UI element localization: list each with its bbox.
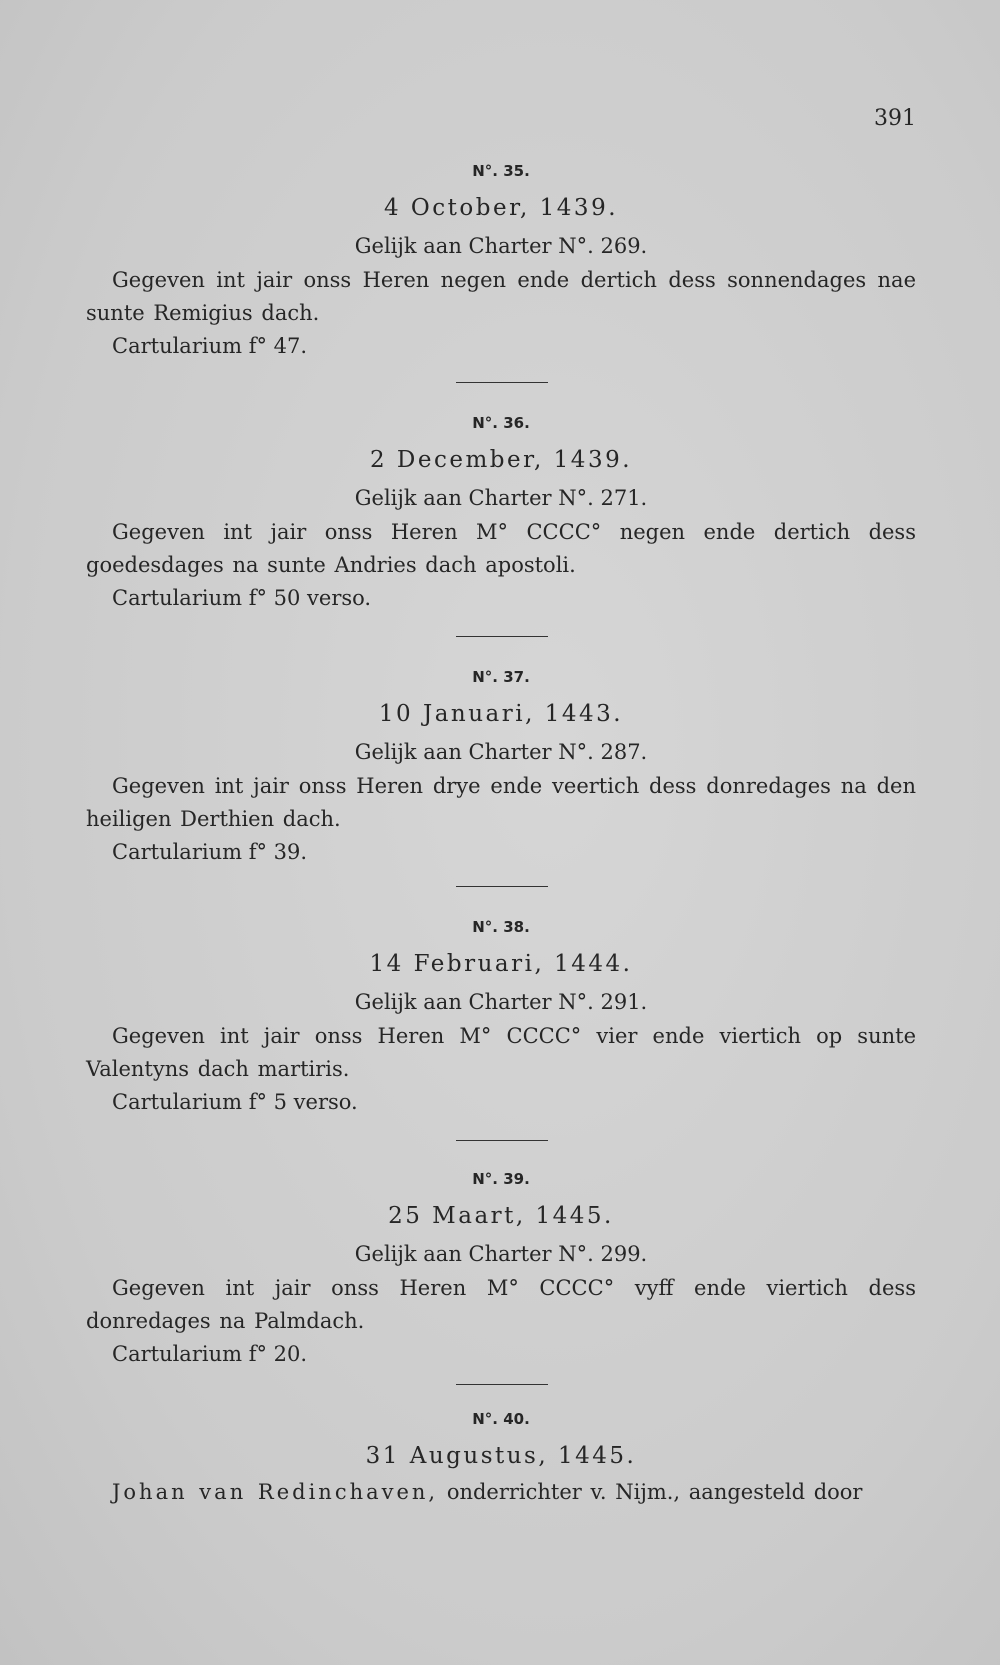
entry-date: 31 Augustus, 1445. [365,1443,637,1469]
entry-date: 4 October, 1439. [383,195,619,221]
cartularium-reference: Cartularium f° 5 verso. [112,1090,358,1114]
divider [456,1140,548,1141]
entry-35 [86,154,916,363]
entry-text: Gegeven int jair onss Heren negen ende dertich dess sonnendages nae sunte Remigius dach. [86,268,916,325]
divider [456,382,548,383]
charter-reference: Gelijk aan Charter N°. 287. [354,740,648,764]
entry-number: N°. 37. [472,668,530,686]
charter-reference: Gelijk aan Charter N°. 271. [354,486,648,510]
person-name: Johan van Redinchaven, [112,1480,439,1504]
entry-36 [86,406,916,615]
divider [456,636,548,637]
cartularium-reference: Cartularium f° 20. [112,1342,308,1366]
entry-date: 14 Februari, 1444. [369,951,633,977]
entry-38 [86,910,916,1119]
entry-date: 25 Maart, 1445. [388,1203,614,1229]
entry-text: Gegeven int jair onss Heren drye ende veertich dess donredages na den heiligen Derthien dach. [86,774,916,831]
entry-number: N°. 35. [472,162,530,180]
entry-text: Gegeven int jair onss Heren M° CCCC° negen ende dertich dess goedesdages na sunte Andries dach apostoli. [86,520,916,577]
entry-37 [86,660,916,869]
entry-text: Gegeven int jair onss Heren M° CCCC° vyff ende viertich dess donredages na Palmdach. [86,1276,916,1333]
charter-reference: Gelijk aan Charter N°. 269. [354,234,648,258]
page-number: 391 [874,106,916,131]
entry-date: 10 Januari, 1443. [378,701,624,727]
divider [456,1384,548,1385]
cartularium-reference: Cartularium f° 47. [112,334,308,358]
entry-39 [86,1162,916,1371]
charter-reference: Gelijk aan Charter N°. 291. [354,990,648,1014]
entry-text-rest: onderrichter v. Nijm., aangesteld door [446,1480,863,1504]
entry-number: N°. 36. [472,414,530,432]
divider [456,886,548,887]
cartularium-reference: Cartularium f° 39. [112,840,308,864]
entry-number: N°. 39. [472,1170,530,1188]
entry-text: Gegeven int jair onss Heren M° CCCC° vier ende viertich op sunte Valentyns dach martiris. [86,1024,916,1081]
entry-number: N°. 40. [472,1410,530,1428]
charter-reference: Gelijk aan Charter N°. 299. [354,1242,648,1266]
entry-40 [86,1402,916,1509]
entry-date: 2 December, 1439. [369,447,633,473]
entry-number: N°. 38. [472,918,530,936]
entry-text [86,1476,916,1509]
cartularium-reference: Cartularium f° 50 verso. [112,586,372,610]
